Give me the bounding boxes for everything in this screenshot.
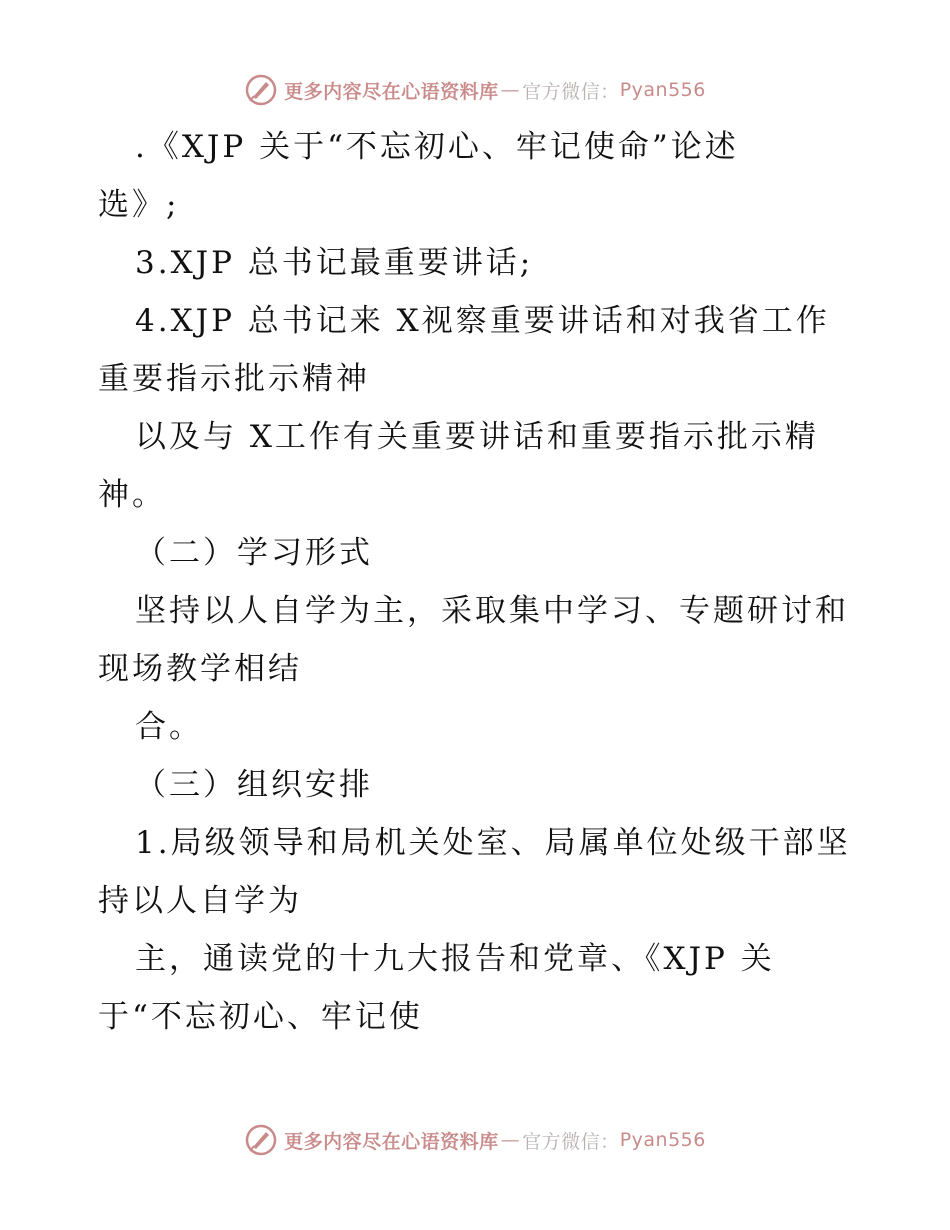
watermark-dash: — <box>500 1129 521 1151</box>
text-line: 坚持以人自学为主，采取集中学习、专题研讨和 <box>135 593 849 629</box>
footer-watermark <box>0 1120 950 1160</box>
quill-logo-icon <box>244 73 278 107</box>
header-watermark <box>0 70 950 110</box>
watermark-dash: — <box>500 79 521 101</box>
text-line: 于“不忘初心、牢记使 <box>98 999 423 1035</box>
watermark-site: 更多内容尽在心语资料库 <box>284 80 499 103</box>
section-heading: （三）组织安排 <box>135 767 373 803</box>
text-line: 3.XJP 总书记最重要讲话; <box>135 245 534 281</box>
text-line: 重要指示批示精神 <box>98 361 370 397</box>
watermark-label: 官方微信： <box>522 80 620 103</box>
watermark-site: 更多内容尽在心语资料库 <box>284 1130 499 1153</box>
text-line: 现场教学相结 <box>98 651 302 687</box>
text-line: 4.XJP 总书记来 X视察重要讲话和对我省工作 <box>135 303 830 339</box>
watermark-id: Pyan556 <box>619 1129 706 1151</box>
text-line: 1.局级领导和局机关处室、局属单位处级干部坚 <box>135 825 851 861</box>
watermark-label: 官方微信： <box>522 1130 620 1153</box>
text-line: 持以人自学为 <box>98 883 302 919</box>
text-line: 主，通读党的十九大报告和党章、《XJP 关 <box>135 941 775 977</box>
text-line: 神。 <box>98 477 166 513</box>
watermark-id: Pyan556 <box>619 79 706 101</box>
document-body <box>98 118 878 1046</box>
text-line: 以及与 X工作有关重要讲话和重要指示批示精 <box>135 419 819 455</box>
text-line: 选》; <box>98 187 180 223</box>
section-heading: （二）学习形式 <box>135 535 373 571</box>
text-line: 合。 <box>135 709 203 745</box>
text-line: .《XJP 关于“不忘初心、牢记使命”论述 <box>135 129 739 165</box>
quill-logo-icon <box>244 1123 278 1157</box>
